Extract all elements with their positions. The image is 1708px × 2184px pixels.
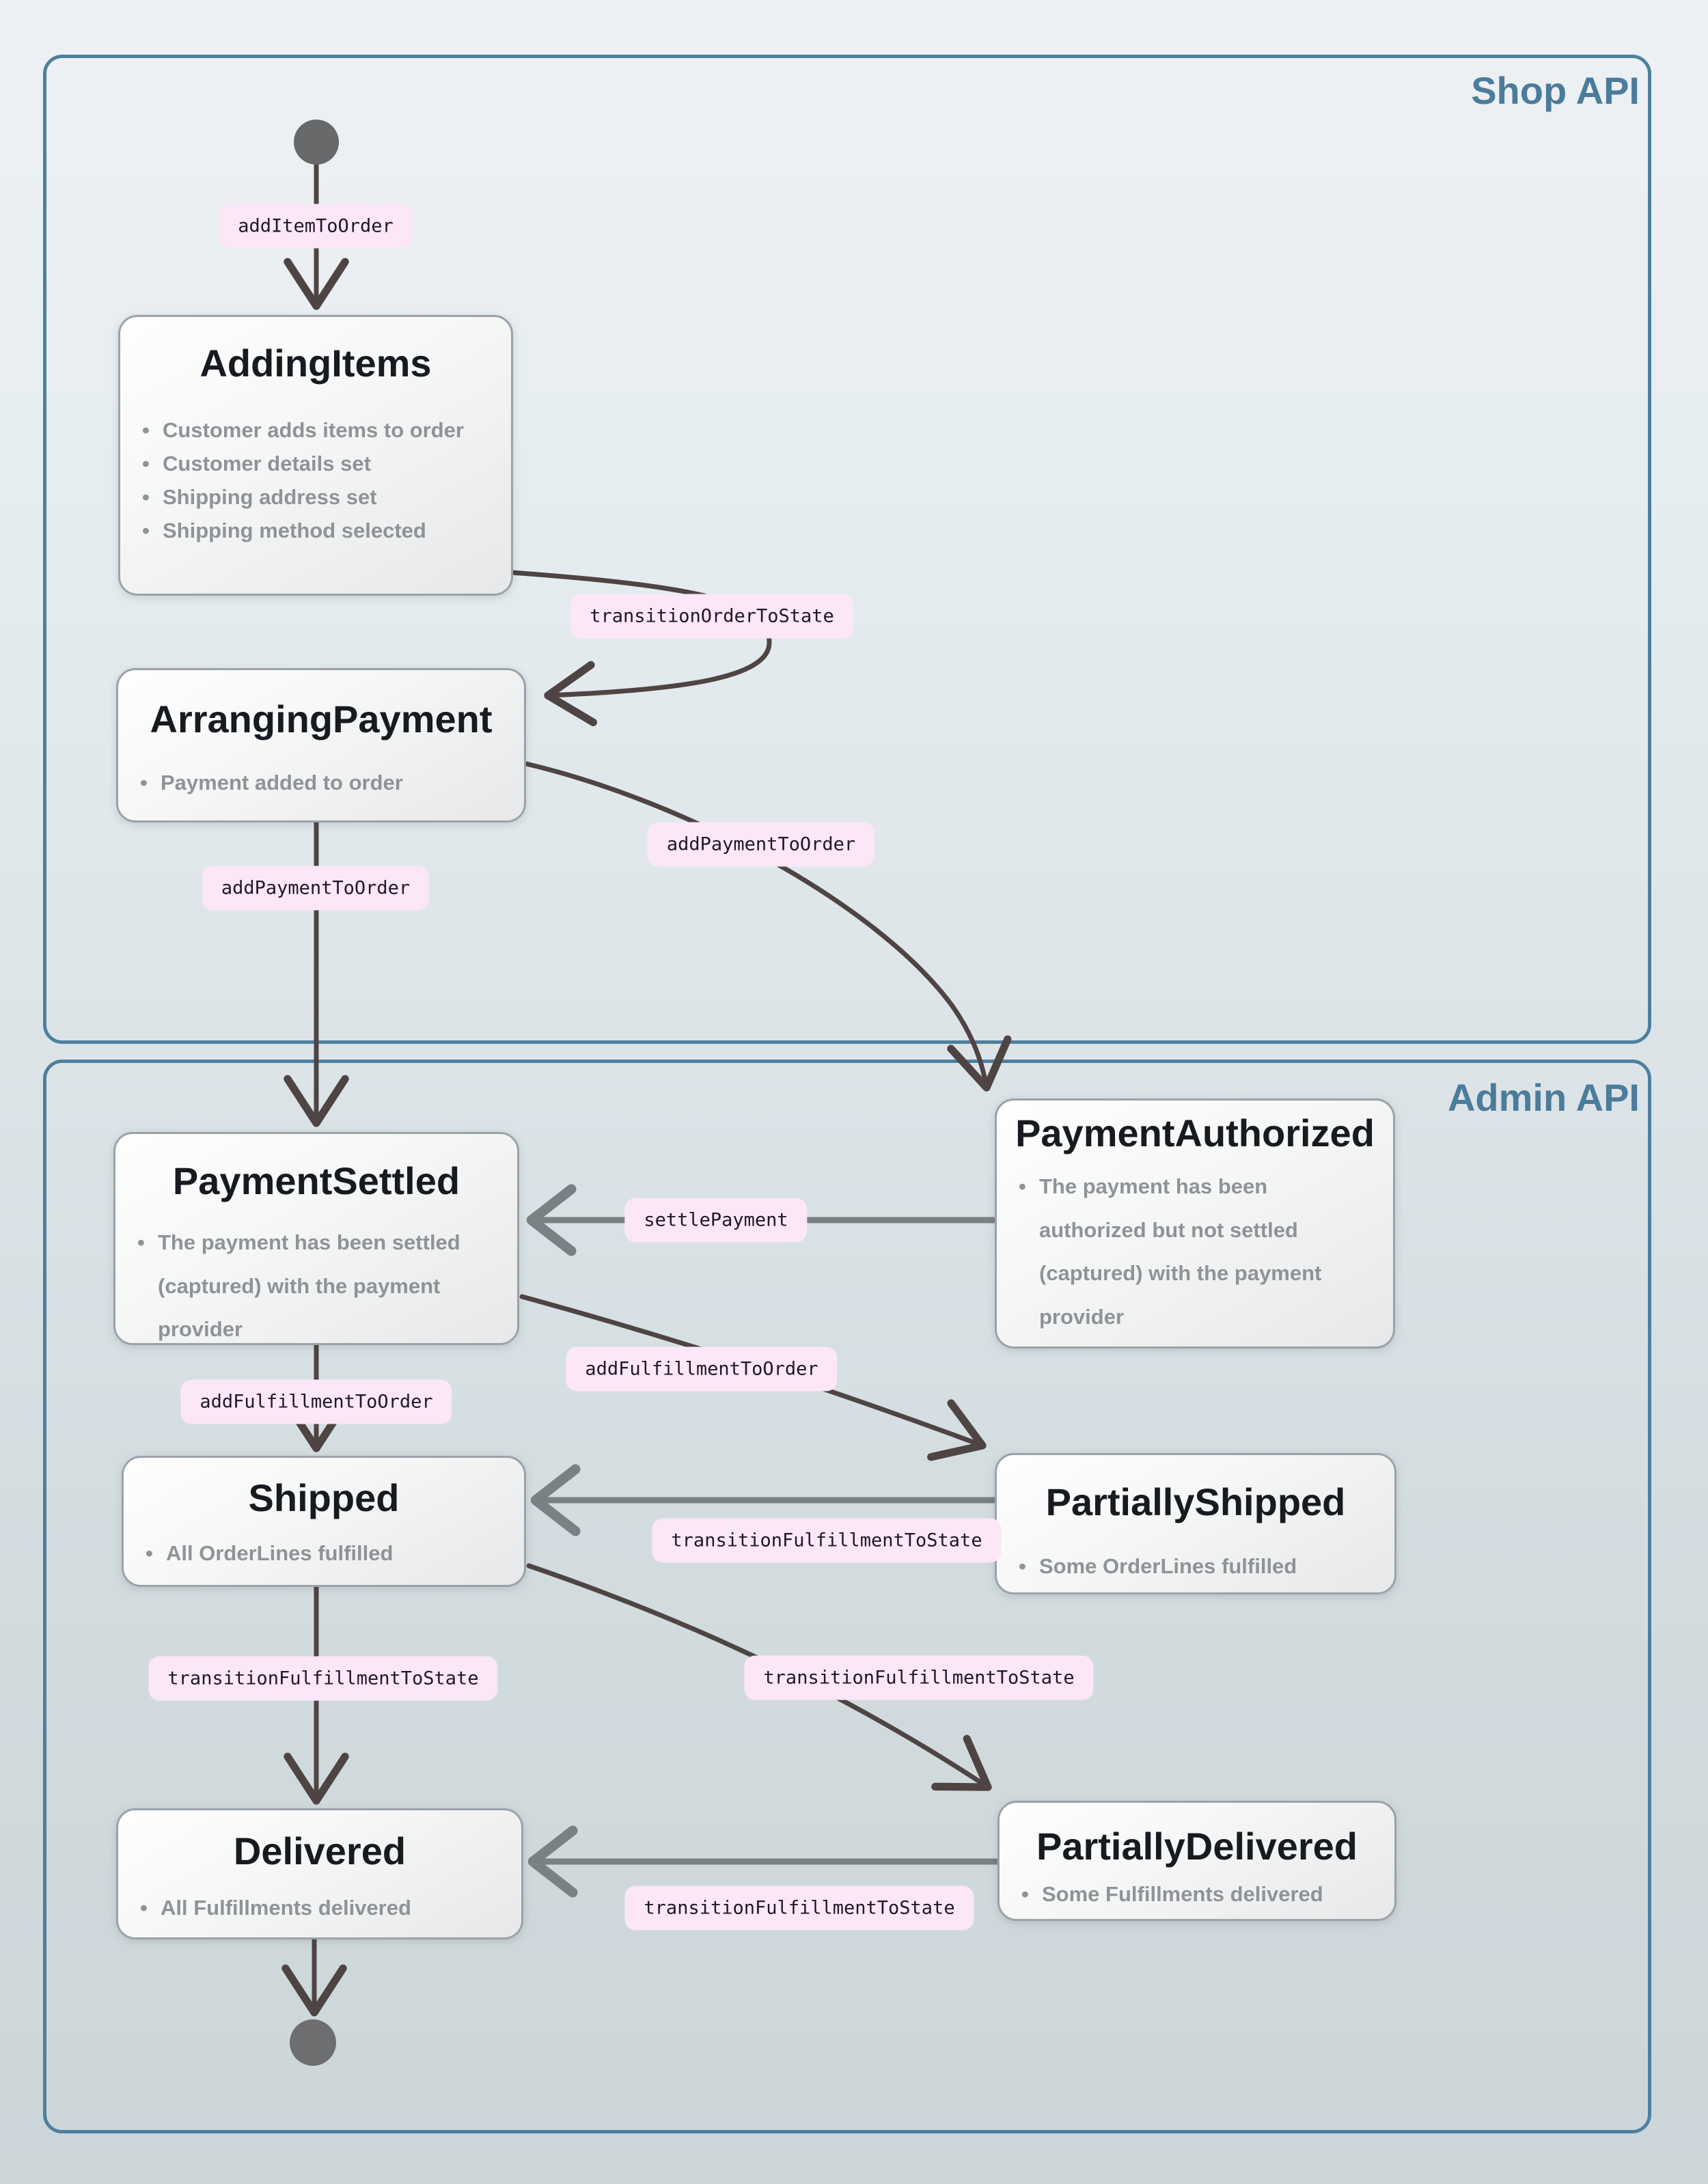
edge-label-transition-fulfillment-partially-shipped: transitionFulfillmentToState [652,1519,1001,1563]
state-delivered [116,1808,523,1939]
state-bullets [137,1221,493,1351]
bullet-item: • Some OrderLines fulfilled [1019,1552,1370,1581]
state-bullets [1021,1880,1370,1909]
initial-state-dot [294,120,339,165]
edge-label-add-fulfillment-down: addFulfillmentToOrder [180,1380,452,1424]
edge-label-transition-order-to-state: transitionOrderToState [570,594,853,639]
state-partially-delivered [997,1801,1396,1921]
state-title: PartiallyDelivered [1036,1825,1358,1868]
state-bullets [142,416,486,544]
bullet-item: • Payment added to order [140,769,499,797]
edge-label-add-item-to-order: addItemToOrder [219,204,413,249]
edge-label-settle-payment: settlePayment [624,1198,807,1243]
state-bullets [1019,1165,1368,1338]
state-shipped [122,1456,526,1587]
bullet-item: • All Fulfillments delivered [140,1894,497,1922]
state-bullets [1019,1552,1370,1581]
bullet-item: • Customer details set [142,450,486,478]
bullet-item: • All OrderLines fulfilled [146,1539,499,1568]
state-payment-authorized [995,1098,1395,1349]
bullet-item: • The payment has been settled (captured) with the payment provider [137,1221,493,1351]
shop-api-label: Shop API [1471,69,1640,112]
state-adding-items [118,315,513,596]
state-bullets [140,1894,497,1922]
edge-label-transition-fulfillment-diagonal: transitionFulfillmentToState [744,1656,1093,1700]
bullet-item: • Shipping address set [142,483,486,512]
bullet-item: • Customer adds items to order [142,416,486,445]
state-title: AddingItems [199,342,432,385]
bullet-item: • The payment has been authorized but not settled (captured) with the payment provider [1019,1165,1368,1338]
edge-arrangingpayment-to-paymentauthorized [526,764,987,1088]
final-state-dot [290,2019,336,2066]
state-title: PaymentSettled [172,1159,460,1202]
state-title: PartiallyShipped [1045,1480,1346,1523]
state-arranging-payment [116,668,526,823]
state-title: Shipped [248,1476,400,1519]
admin-api-label: Admin API [1447,1076,1640,1119]
bullet-item: • Some Fulfillments delivered [1021,1880,1370,1909]
edge-label-transition-fulfillment-down: transitionFulfillmentToState [148,1657,497,1701]
state-payment-settled [113,1132,519,1345]
state-partially-shipped [995,1453,1396,1594]
edge-label-add-fulfillment-diagonal: addFulfillmentToOrder [566,1347,837,1392]
state-title: PaymentAuthorized [1015,1111,1375,1155]
state-bullets [146,1539,499,1568]
state-title: Delivered [233,1829,407,1872]
edge-label-add-payment-to-order-curve: addPaymentToOrder [648,823,874,867]
state-title: ArrangingPayment [150,697,493,741]
edge-label-add-payment-to-order-down: addPaymentToOrder [202,866,429,911]
state-bullets [140,769,499,797]
bullet-item: • Shipping method selected [142,516,486,545]
edge-label-transition-fulfillment-partially-delivered: transitionFulfillmentToState [624,1886,974,1931]
